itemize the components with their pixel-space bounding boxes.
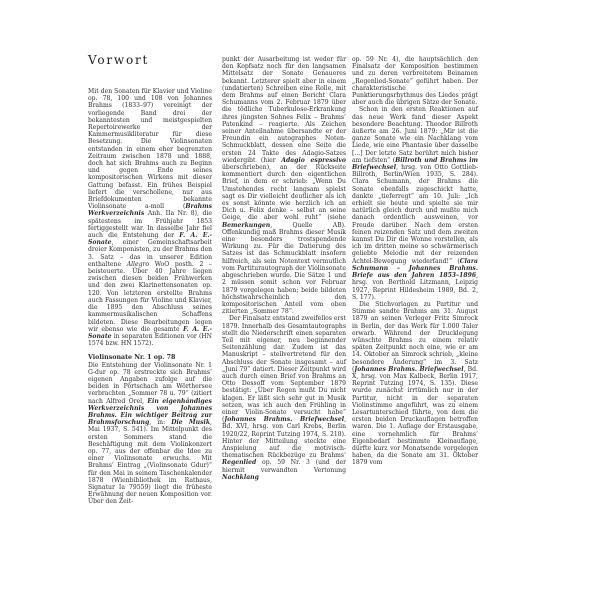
cited-work-title: Adagio espressivo [281, 156, 346, 164]
cited-work-title: Billroth und Brahms im Briefwechsel [352, 156, 478, 172]
text-run: op. 59 Nr. 3 (und der hiermit verwandten Vertonung [222, 459, 346, 474]
section-heading: Violinsonate Nr. 1 op. 78 [88, 354, 176, 362]
paragraph [352, 106, 478, 300]
text-run: Die Stichvorlagen zu Partitur und Stimme sandte Brahms am 31. August 1879 an seinen Verleger Fritz Simrock in Berlin, der das Werk für 1.000 Taler erwarb. Während der Drucklegung wünschte Brahms zu einem relativ späten Zeitpunkt noch eine, wie er am 14. Oktober an Simrock schrieb, „kleine besondere Änderung“ im 3. Satz ( [352, 300, 478, 373]
text-run: , hrsg. von Berthold Litzmann, Leipzig 1927, Reprint Hildesheim 1989, Bd. 2, S. 177). [352, 272, 478, 301]
paragraph [222, 56, 346, 315]
text-run: Mit den Sonaten für Klavier und Violine op. 78, 100 und 108 von Johannes Brahms (1833–97) vereinigt der vorliegende Band drei der bekanntesten und meistgespielten Repertoirewerke der Kammermusikliteratur für diese Besetzung. Die Violinsonaten entstanden in einem eher begrenzten Zeitraum zwischen 1878 und 1888, doch hat sich Brahms auch zu Beginn und gegen Ende seines kompositorischen Wirkens mit dieser Gattung befasst. Ein frühes Beispiel liefert die verschollene, nur aus Briefdokumenten bekannte Violinsonate a-moll ( [88, 88, 212, 211]
text-run: , Mai 1937, S. 541). Im Mittelpunkt des ersten Sommers stand die Beschäftigung mit dem Violinkonzert op. 77, aus der offenbar die Idee zu einer Violinsonate erwuchs. Mit Brahms’ Eintrag „(Violinsonate Gdur)“ für den Mai in seinem Taschenkalender 1878 (Wienbibliothek im Rathaus, Signatur Ia 79559) liegt die früheste Erwähnung der neuen Komposition vor. Über den Zeit- [88, 419, 212, 506]
text-run: , Bd. X, hrsg. von Max Kalbeck, Berlin 1917, Reprint Tutzing 1974, S. 135). Diese wurde zunächst irrtümlich nur in der Partitur, nicht in der separaten Violinstimme angeführt, was zu einem Lesartunterschied führte, von dem die ersten beiden Druckauflagen betroffen waren. Die 1. Auflage der Erstausgabe, eine vornehmlich für Brahms’ Eigenbedarf bestimmte Kleinauflage, dürfte kurz vor Monatsende vorgelegen haben, da die Sonate am 31. Oktober 1879 vom [352, 365, 478, 467]
cited-work-title: Bemerkungen [222, 221, 271, 229]
text-run: WoO posth. 2 – beisteuerte. Über 40 Jahre liegen zwischen diesen beiden Frühwerken und den zwei Klarinettensonaten op. 120. Von letzteren erstellte Brahms auch Fassungen für Violine und Klavier, die 1895 den Abschluss seines kammermusikalischen Schaffens bildeten. Diese Bearbeitungen legen wir ebenso wie die gesamte [88, 260, 212, 333]
text-column-2 [222, 56, 346, 481]
text-run: punkt der Ausarbeitung ist weder für den Kopfsatz noch für den langsamen Mittelsatz der Sonate Genaueres bekannt. Letzterer spielt aber in einem (undatierten) Schreiben eine Rolle, mit dem Brahms auf einen Bericht Clara Schumanns vom 2. Februar 1879 über die tödliche Tuberkulose-Erkrankung ihres jüngsten Sohnes Felix – Brahms’ Patenkind – reagierte. Als Zeichen seiner Anteilnahme übersandte er der Freundin ein autographes Noten-Schmuckblatt, dessen eine Seite die ersten 24 Takte des Adagio-Satzes wiedergibt (hier [222, 56, 346, 164]
paragraph [88, 362, 212, 506]
page-title: Vorwort [88, 53, 150, 67]
text-run: , Quelle AB). Offenkundig maß Brahms dieser Musik eine besonders trostspendende Wirkung zu. Für die Datierung des Satzes ist das Schmuckblatt insofern hilfreich, als sein Notentext vermutlich vom Partiturautograph der Violinsonate abgeschrieben wurde. Die Sätze 1 und 2 müssen somit schon vor Februar 1879 vorgelegen haben; beide bildeten höchstwahrscheinlich den kompositorischen Anteil vom oben zitierten „Sommer 78“. [222, 221, 346, 316]
paragraph [352, 56, 478, 106]
paragraph [222, 315, 346, 481]
text-run: , einer Gemeinschaftsarbeit dreier Komponisten, zu der Brahms den 3. Satz – das in unserer Edition enthaltene [88, 239, 212, 268]
cited-work-title: Ein eigenhändiges Werkverzeichnis von Johannes Brahms. Ein wichtiger Beitrag zur Brahmsforschung [88, 397, 212, 427]
cited-work-title: F. A. E.-Sonate [88, 325, 212, 340]
paragraph [352, 301, 478, 467]
text-run: in separaten Editionen vor (HN 1574 bzw. HN 1572). [88, 332, 212, 348]
text-column-3 [352, 56, 478, 467]
cited-work-title: F. A. E.-Sonate [88, 232, 212, 247]
text-run: Anh. IIa Nr. 8), die spätestens im Frühjahr 1853 fertiggestellt war. In dasselbe Jahr fiel auch die Entstehung der [88, 210, 212, 240]
text-run: , in: [149, 419, 172, 427]
cited-work-title: Johannes Brahms. Briefwechsel [224, 416, 345, 424]
cited-work-title: Clara Schumann – Johannes Brahms. Briefe aus den Jahren 1853–1896 [352, 257, 478, 280]
text-column-1 [88, 88, 212, 506]
text-run: , Bd. XVI, hrsg. von Carl Krebs, Berlin 1920/22, Reprint Tutzing 1974, S. 218). Hinter der Mitteilung steckte eine Anspielung auf die motivisch-thematischen Rückbezüge zu Brahms’ [222, 416, 346, 460]
paragraph [88, 88, 212, 347]
text-run: , hrsg. von Otto Gottlieb-Billroth, Berlin/Wien 1935, S. 284). Clara Schumann, der Brahms die Sonate ebenfalls zugeschickt hatte, dankte „tieferregt“ am 10. Juli: „Ich erhielt sie heute und spielte sie mir natürlich gleich durch und mußte mich danach ordentlich ausweinen, vor Freude darüber. Nach dem ersten feinen reizenden Satz und dem zweiten kannst Du Dir die Wonne vorstellen, als ich im dritten meine so schwärmerisch geliebte Melodie mit der reizenden Achtel-Bewegung wiederfand!“ ( [352, 164, 478, 265]
text-run: op. 59 Nr. 4), die hauptsächlich den Finalsatz der Komposition bestimmen und zu deren verbreitetem Beinamen „Regenlied-Sonate“ geführt haben. Der charakteristische Punktierungsrhythmus des Liedes prägt aber auch die übrigen Sätze der Sonate. [352, 56, 478, 107]
text-run: Der Finalsatz entstand zweifellos erst 1879. Innerhalb des Gesamtautographs stellt die Niederschrift einen separaten Teil mit eigener, neu beginnender Seitenzählung dar. Zudem ist das Manuskript – stellvertretend für den Abschluss der Sonate insgesamt – auf „Juni 79“ datiert. Dieser Zeitpunkt wird auch durch einen Brief von Brahms an Otto Dessoff vom September 1879 bestätigt: „Über Regen mußt Du nicht klagen. Er läßt sich sehr gut in Musik setzen, was ich auch den Frühling in einer Violin-Sonate versucht habe“ ( [222, 315, 346, 424]
cited-work-title: Regenlied [222, 459, 257, 467]
cited-work-title: Nachklang [222, 473, 259, 481]
cited-work-title: Johannes Brahms. Briefwechsel [354, 365, 464, 373]
text-run: Schon in den ersten Reaktionen auf das neue Werk fand dieser Aspekt besondere Beachtung. Theodor Billroth äußerte am 26. Juni 1879: „Mir ist die ganze Sonate wie ein Nachklang vom Liede, wie eine Phantasie über dasselbe [...] Der letzte Satz berührt mich bisher am tiefsten“ ( [352, 106, 478, 164]
cited-work-title: Brahms Werkverzeichnis [88, 203, 212, 218]
text-run: überschrieben), an der Rückseite kommentiert durch den eigentlichen Brief, in dem er schrieb: „Wenn Du Umstehendes recht langsam spielst sagt es Dir vielleicht deutlicher als ich es sonst könnte wie herzlich ich an Dich u. Felix denke – selbst an seine Geige, die aber wohl ruht“ (siehe [222, 164, 346, 222]
cited-work-title: Die Musik [171, 419, 211, 427]
cited-work-title: Allegro [126, 260, 150, 268]
text-run: Die Entstehung der Violinsonate Nr. 1 G-dur op. 78 erstreckte sich Brahms’ eigenen Angaben zufolge auf die beiden in Pörtschach am Wörthersee verbrachten „Sommer 78 u. 79“ (zitiert nach Alfred Orel, [88, 361, 212, 405]
